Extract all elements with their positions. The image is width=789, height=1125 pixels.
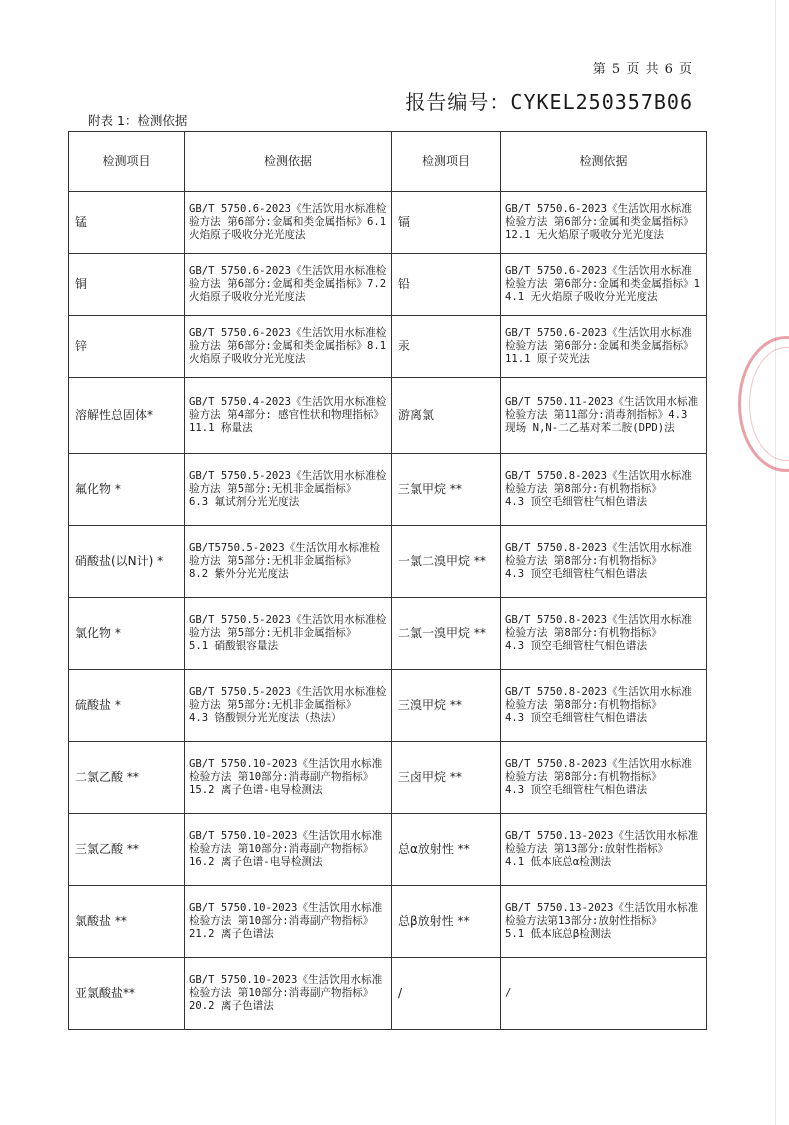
test-method-cell: GB/T 5750.6-2023《生活饮用水标准检验方法 第6部分:金属和类金属指标》8.1 火焰原子吸收分光光度法 xyxy=(185,316,392,378)
test-method-cell: GB/T 5750.5-2023《生活饮用水标准检验方法 第5部分:无机非金属指标》 4.3 铬酸钡分光光度法（热法） xyxy=(185,670,392,742)
test-item-cell: 溶解性总固体* xyxy=(69,378,185,454)
test-item-cell: 镉 xyxy=(392,192,501,254)
official-seal-stamp xyxy=(738,336,789,472)
test-method-cell: GB/T 5750.8-2023《生活饮用水标准检验方法 第8部分:有机物指标》 4.3 顶空毛细管柱气相色谱法 xyxy=(501,742,707,814)
test-method-cell: GB/T 5750.8-2023《生活饮用水标准检验方法 第8部分:有机物指标》 4.3 顶空毛细管柱气相色谱法 xyxy=(501,526,707,598)
test-item-cell: / xyxy=(392,958,501,1030)
table-row xyxy=(69,814,707,886)
test-method-cell: GB/T 5750.6-2023《生活饮用水标准检验方法 第6部分:金属和类金属指标》7.2 火焰原子吸收分光光度法 xyxy=(185,254,392,316)
test-method-cell: GB/T 5750.13-2023《生活饮用水标准检验方法第13部分:放射性指标》 5.1 低本底总β检测法 xyxy=(501,886,707,958)
test-method-cell: GB/T 5750.8-2023《生活饮用水标准检验方法 第8部分:有机物指标》 4.3 顶空毛细管柱气相色谱法 xyxy=(501,598,707,670)
test-item-cell: 二氯乙酸 ** xyxy=(69,742,185,814)
table-row xyxy=(69,192,707,254)
test-method-cell: GB/T 5750.8-2023《生活饮用水标准检验方法 第8部分:有机物指标》 4.3 顶空毛细管柱气相色谱法 xyxy=(501,670,707,742)
test-method-cell: GB/T5750.5-2023《生活饮用水标准检验方法 第5部分:无机非金属指标》 8.2 紫外分光光度法 xyxy=(185,526,392,598)
test-method-cell: GB/T 5750.6-2023《生活饮用水标准检验方法 第6部分:金属和类金属指标》6.1 火焰原子吸收分光光度法 xyxy=(185,192,392,254)
test-method-cell: GB/T 5750.10-2023《生活饮用水标准检验方法 第10部分:消毒副产物指标》 16.2 离子色谱-电导检测法 xyxy=(185,814,392,886)
test-method-cell: GB/T 5750.6-2023《生活饮用水标准检验方法 第6部分:金属和类金属指标》 11.1 原子荧光法 xyxy=(501,316,707,378)
test-item-cell: 铅 xyxy=(392,254,501,316)
scan-edge-line xyxy=(775,0,776,1125)
test-item-cell: 硝酸盐(以N计) * xyxy=(69,526,185,598)
test-item-cell: 三溴甲烷 ** xyxy=(392,670,501,742)
table-row xyxy=(69,378,707,454)
table-row xyxy=(69,454,707,526)
table-row xyxy=(69,742,707,814)
testing-basis-table xyxy=(68,131,707,1030)
header-item-1: 检测项目 xyxy=(69,132,185,192)
table-row xyxy=(69,670,707,742)
test-method-cell: GB/T 5750.5-2023《生活饮用水标准检验方法 第5部分:无机非金属指标》 5.1 硝酸银容量法 xyxy=(185,598,392,670)
test-method-cell: GB/T 5750.10-2023《生活饮用水标准检验方法 第10部分:消毒副产物指标》 20.2 离子色谱法 xyxy=(185,958,392,1030)
test-item-cell: 锰 xyxy=(69,192,185,254)
test-method-cell: GB/T 5750.6-2023《生活饮用水标准检验方法 第6部分:金属和类金属指标》 12.1 无火焰原子吸收分光光度法 xyxy=(501,192,707,254)
test-item-cell: 锌 xyxy=(69,316,185,378)
test-method-cell: GB/T 5750.4-2023《生活饮用水标准检验方法 第4部分: 感官性状和物理指标》 11.1 称量法 xyxy=(185,378,392,454)
test-item-cell: 三氯甲烷 ** xyxy=(392,454,501,526)
table-row xyxy=(69,316,707,378)
table-row xyxy=(69,254,707,316)
test-item-cell: 一氯二溴甲烷 ** xyxy=(392,526,501,598)
report-number: 报告编号：CYKEL250357B06 xyxy=(405,90,693,114)
test-item-cell: 总α放射性 ** xyxy=(392,814,501,886)
test-method-cell: GB/T 5750.6-2023《生活饮用水标准检验方法 第6部分:金属和类金属指标》14.1 无火焰原子吸收分光光度法 xyxy=(501,254,707,316)
header-item-2: 检测项目 xyxy=(392,132,501,192)
test-item-cell: 亚氯酸盐** xyxy=(69,958,185,1030)
table-header-row xyxy=(69,132,707,192)
test-item-cell: 三氯乙酸 ** xyxy=(69,814,185,886)
table-row xyxy=(69,598,707,670)
test-item-cell: 总β放射性 ** xyxy=(392,886,501,958)
table-row xyxy=(69,886,707,958)
test-method-cell: GB/T 5750.8-2023《生活饮用水标准检验方法 第8部分:有机物指标》 4.3 顶空毛细管柱气相色谱法 xyxy=(501,454,707,526)
test-method-cell: GB/T 5750.10-2023《生活饮用水标准检验方法 第10部分:消毒副产物指标》 15.2 离子色谱-电导检测法 xyxy=(185,742,392,814)
test-item-cell: 硫酸盐 * xyxy=(69,670,185,742)
header-method-1: 检测依据 xyxy=(185,132,392,192)
table-caption: 附表 1：检测依据 xyxy=(88,113,188,128)
test-method-cell: GB/T 5750.13-2023《生活饮用水标准检验方法 第13部分:放射性指标》 4.1 低本底总α检测法 xyxy=(501,814,707,886)
test-item-cell: 游离氯 xyxy=(392,378,501,454)
test-method-cell: GB/T 5750.11-2023《生活饮用水标准检验方法 第11部分:消毒剂指标》4.3 现场 N,N-二乙基对苯二胺(DPD)法 xyxy=(501,378,707,454)
table-row xyxy=(69,958,707,1030)
test-item-cell: 氟化物 * xyxy=(69,454,185,526)
test-item-cell: 氯酸盐 ** xyxy=(69,886,185,958)
test-item-cell: 汞 xyxy=(392,316,501,378)
test-item-cell: 铜 xyxy=(69,254,185,316)
page-number: 第 5 页 共 6 页 xyxy=(592,62,693,77)
test-item-cell: 二氯一溴甲烷 ** xyxy=(392,598,501,670)
seal-inner-ring xyxy=(749,347,789,461)
table-body xyxy=(69,192,707,1030)
header-method-2: 检测依据 xyxy=(501,132,707,192)
test-method-cell: GB/T 5750.5-2023《生活饮用水标准检验方法 第5部分:无机非金属指标》 6.3 氟试剂分光光度法 xyxy=(185,454,392,526)
test-item-cell: 三卤甲烷 ** xyxy=(392,742,501,814)
table-row xyxy=(69,526,707,598)
test-method-cell: GB/T 5750.10-2023《生活饮用水标准检验方法 第10部分:消毒副产物指标》 21.2 离子色谱法 xyxy=(185,886,392,958)
test-item-cell: 氯化物 * xyxy=(69,598,185,670)
test-method-cell: / xyxy=(501,958,707,1030)
